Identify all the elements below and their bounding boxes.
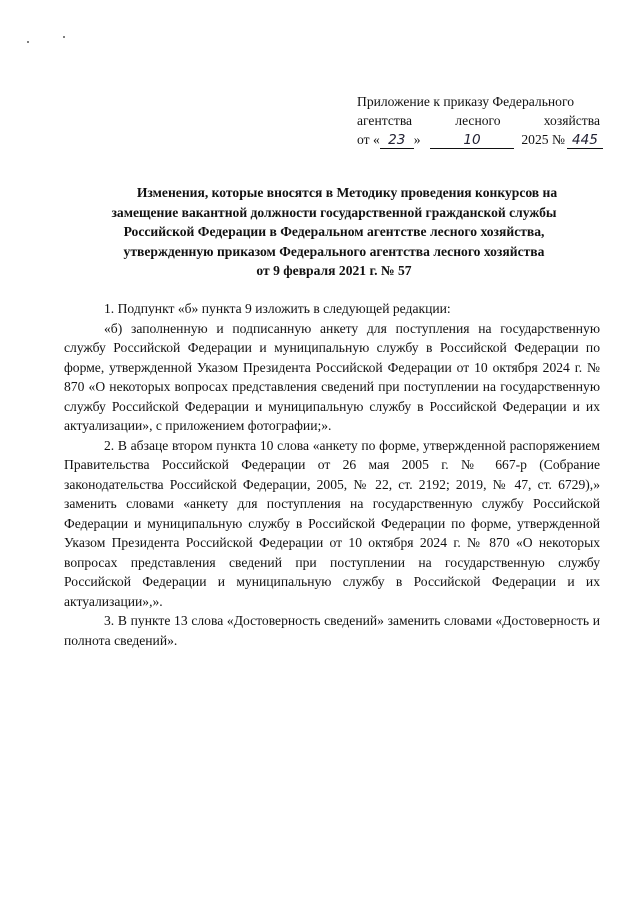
handwritten-order-number: 445 — [567, 133, 603, 149]
date-prefix: от — [357, 132, 373, 147]
appendix-header — [357, 92, 600, 149]
appendix-date-line — [357, 130, 600, 149]
title-line: Российской Федерации в Федеральном агентстве лесного хозяйства, — [123, 224, 545, 240]
paragraph: 3. В пункте 13 слова «Достоверность сведений» заменить словами «Достоверность и полнота сведений». — [64, 613, 600, 648]
date-close-quote: » — [413, 132, 421, 147]
title-line: от 9 февраля 2021 г. № 57 — [256, 263, 412, 279]
appendix-word: хозяйства — [543, 113, 600, 128]
title-line: утвержденную приказом Федерального агентства лесного хозяйства — [123, 243, 545, 259]
title-line: замещение вакантной должности государственной гражданской службы — [111, 204, 557, 220]
title-line: Изменения, которые вносятся в Методику проведения конкурсов на — [136, 185, 558, 200]
scan-speck — [27, 41, 29, 43]
appendix-word: агентства — [357, 113, 413, 128]
appendix-line-1: Приложение к приказу Федерального — [357, 94, 575, 109]
number-sign: № — [551, 132, 565, 147]
document-body — [64, 299, 600, 650]
scan-speck — [63, 36, 65, 38]
paragraph: 2. В абзаце втором пункта 10 слова «анкету по форме, утвержденной распоряжением Правительства Российской Федерации от 26 мая 2005 г. № 667-р (Собрание законодательства Российской Федерации, 2005, № 22, ст. 2192; 2019, № 47, ст. 6729),» заменить словами «анкету для поступления на государственную службу Российской Федерации и муниципальную службу в Российской Федерации по форме, утвержденной Указом Президента Российской Федерации от 10 октября 2024 г. № 870 «О некоторых вопросах представления сведений при поступлении на государственную службу Российской Федерации и муниципальную службу в Российской Федерации и их актуализации»,». — [64, 437, 600, 609]
handwritten-month: 10 — [430, 133, 514, 149]
appendix-word: лесного — [455, 113, 501, 128]
paragraph: «б) заполненную и подписанную анкету для поступления на государственную службу Российской Федерации и муниципальную службу в Российской Федерации по форме, утвержденной Указом Президента Российской Федерации от 10 октября 2024 г. № 870 «О некоторых вопросах представления сведений при поступлении на государственную службу Российской Федерации и муниципальную службу в Российской Федерации и их актуализации», с приложением фотографии;». — [64, 320, 600, 433]
paragraph: 1. Подпункт «б» пункта 9 изложить в следующей редакции: — [104, 301, 451, 316]
document-title — [64, 183, 604, 281]
handwritten-day: 23 — [380, 133, 414, 149]
date-year: 2025 — [521, 132, 549, 147]
date-open-quote: « — [372, 132, 380, 147]
appendix-line-2 — [357, 111, 600, 130]
